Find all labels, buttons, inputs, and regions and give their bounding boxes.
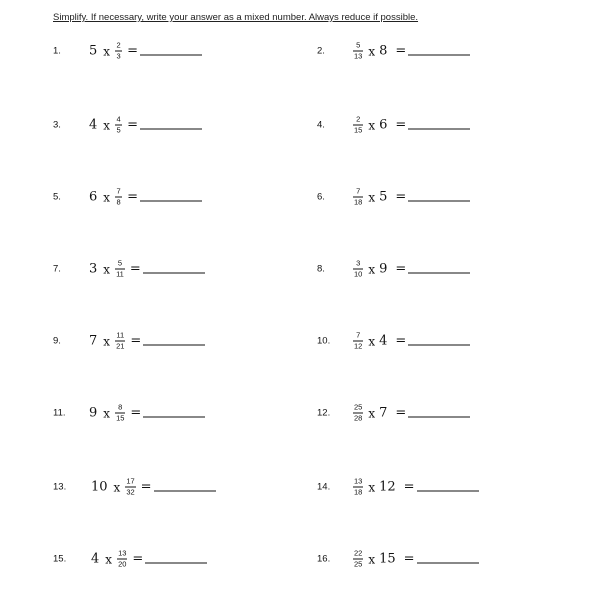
numerator: 13 <box>118 548 127 558</box>
whole-number: 7 <box>89 333 98 349</box>
whole-number: 4 <box>379 333 388 349</box>
equals-sign: = <box>127 189 138 205</box>
fraction <box>115 260 125 279</box>
problem-8 <box>317 254 587 284</box>
numerator: 8 <box>118 402 123 412</box>
denominator: 32 <box>126 487 135 497</box>
times-sign: x <box>103 334 111 348</box>
equals-sign: = <box>395 261 407 277</box>
numerator: 7 <box>356 186 361 196</box>
times-sign: x <box>105 552 113 566</box>
denominator: 8 <box>116 197 121 207</box>
problem-15 <box>53 544 293 574</box>
problem-1 <box>53 36 293 66</box>
equals-sign: = <box>403 551 415 567</box>
problem-number: 16. <box>317 553 331 565</box>
problem-number: 1. <box>53 45 61 57</box>
fraction <box>353 188 363 207</box>
problem-number: 3. <box>53 119 61 131</box>
denominator: 21 <box>116 341 125 351</box>
equals-sign: = <box>130 405 142 421</box>
problem-number: 2. <box>317 45 325 57</box>
problem-number: 11. <box>53 407 66 419</box>
denominator: 10 <box>354 269 363 279</box>
times-sign: x <box>368 44 376 58</box>
whole-number: 4 <box>89 117 98 133</box>
answer-blank[interactable] <box>143 265 205 274</box>
numerator: 22 <box>354 548 363 558</box>
answer-blank[interactable] <box>140 121 202 130</box>
problem-number: 6. <box>317 191 325 203</box>
equals-sign: = <box>127 43 138 59</box>
whole-number: 9 <box>379 261 388 277</box>
equals-sign: = <box>132 551 144 567</box>
problem-2 <box>317 36 587 66</box>
whole-number: 6 <box>379 117 388 133</box>
equals-sign: = <box>395 117 407 133</box>
denominator: 11 <box>116 269 124 279</box>
fraction <box>115 42 122 61</box>
numerator: 2 <box>356 114 361 124</box>
times-sign: x <box>368 552 376 566</box>
times-sign: x <box>103 44 111 58</box>
answer-blank[interactable] <box>145 555 207 564</box>
problem-number: 5. <box>53 191 61 203</box>
instructions-text: Simplify. If necessary, write your answer as a mixed number. Always reduce if possible. <box>53 12 419 23</box>
problem-13 <box>53 472 293 502</box>
answer-blank[interactable] <box>408 121 470 130</box>
problem-4 <box>317 110 587 140</box>
whole-number: 7 <box>379 405 388 421</box>
denominator: 15 <box>354 125 363 135</box>
numerator: 5 <box>356 40 361 50</box>
problem-12 <box>317 398 587 428</box>
problem-number: 15. <box>53 553 67 565</box>
equals-sign: = <box>127 117 138 133</box>
whole-number: 15 <box>379 551 396 567</box>
whole-number: 3 <box>89 261 98 277</box>
whole-number: 4 <box>91 551 100 567</box>
problem-number: 8. <box>317 263 325 275</box>
fraction <box>353 116 363 135</box>
answer-blank[interactable] <box>143 337 205 346</box>
times-sign: x <box>103 118 111 132</box>
fraction <box>353 332 363 351</box>
whole-number: 5 <box>89 43 98 59</box>
numerator: 25 <box>354 402 363 412</box>
problem-number: 7. <box>53 263 61 275</box>
answer-blank[interactable] <box>408 265 470 274</box>
problem-number: 14. <box>317 481 331 493</box>
numerator: 4 <box>116 114 121 124</box>
answer-blank[interactable] <box>417 483 479 492</box>
fraction <box>115 404 125 423</box>
fraction <box>353 260 363 279</box>
numerator: 5 <box>117 258 123 268</box>
answer-blank[interactable] <box>408 337 470 346</box>
times-sign: x <box>368 118 376 132</box>
numerator: 7 <box>116 186 121 196</box>
fraction <box>115 332 125 351</box>
problem-number: 12. <box>317 407 331 419</box>
problem-16 <box>317 544 587 574</box>
equals-sign: = <box>395 43 407 59</box>
times-sign: x <box>368 406 376 420</box>
problem-6 <box>317 182 587 212</box>
denominator: 5 <box>116 125 121 135</box>
numerator: 11 <box>116 330 125 340</box>
whole-number: 6 <box>89 189 98 205</box>
equals-sign: = <box>129 261 141 277</box>
problem-10 <box>317 326 587 356</box>
equals-sign: = <box>140 479 152 495</box>
answer-blank[interactable] <box>417 555 479 564</box>
denominator: 3 <box>116 51 121 61</box>
problem-14 <box>317 472 587 502</box>
whole-number: 12 <box>379 479 396 495</box>
answer-blank[interactable] <box>408 47 470 56</box>
fraction <box>353 42 363 61</box>
times-sign: x <box>103 262 111 276</box>
answer-blank[interactable] <box>143 409 205 418</box>
equals-sign: = <box>130 333 142 349</box>
denominator: 15 <box>116 413 125 423</box>
equals-sign: = <box>395 405 407 421</box>
denominator: 18 <box>354 487 363 497</box>
denominator: 28 <box>354 413 363 423</box>
whole-number: 9 <box>89 405 98 421</box>
fraction <box>115 188 122 207</box>
numerator: 2 <box>116 40 121 50</box>
answer-blank[interactable] <box>154 483 216 492</box>
equals-sign: = <box>395 189 407 205</box>
fraction <box>353 478 363 497</box>
denominator: 12 <box>354 341 363 351</box>
numerator: 17 <box>126 476 135 486</box>
problem-number: 4. <box>317 119 325 131</box>
fraction <box>353 404 363 423</box>
fraction <box>117 550 127 569</box>
denominator: 25 <box>354 559 363 569</box>
times-sign: x <box>113 480 121 494</box>
problem-7 <box>53 254 293 284</box>
fraction <box>353 550 363 569</box>
numerator: 7 <box>356 330 361 340</box>
whole-number: 5 <box>379 189 388 205</box>
times-sign: x <box>368 262 376 276</box>
answer-blank[interactable] <box>140 193 202 202</box>
problem-number: 10. <box>317 335 331 347</box>
answer-blank[interactable] <box>408 409 470 418</box>
times-sign: x <box>103 406 111 420</box>
times-sign: x <box>368 480 376 494</box>
numerator: 3 <box>356 258 361 268</box>
problem-number: 13. <box>53 481 67 493</box>
whole-number: 10 <box>91 479 108 495</box>
times-sign: x <box>103 190 111 204</box>
times-sign: x <box>368 190 376 204</box>
problem-9 <box>53 326 293 356</box>
whole-number: 8 <box>379 43 388 59</box>
problem-3 <box>53 110 293 140</box>
problem-11 <box>53 398 293 428</box>
denominator: 18 <box>354 197 363 207</box>
answer-blank[interactable] <box>140 47 202 56</box>
equals-sign: = <box>403 479 415 495</box>
equals-sign: = <box>395 333 407 349</box>
denominator: 20 <box>118 559 127 569</box>
times-sign: x <box>368 334 376 348</box>
denominator: 13 <box>354 51 363 61</box>
fraction <box>125 478 135 497</box>
problem-5 <box>53 182 293 212</box>
numerator: 13 <box>354 476 363 486</box>
fraction <box>115 116 122 135</box>
problem-number: 9. <box>53 335 61 347</box>
answer-blank[interactable] <box>408 193 470 202</box>
